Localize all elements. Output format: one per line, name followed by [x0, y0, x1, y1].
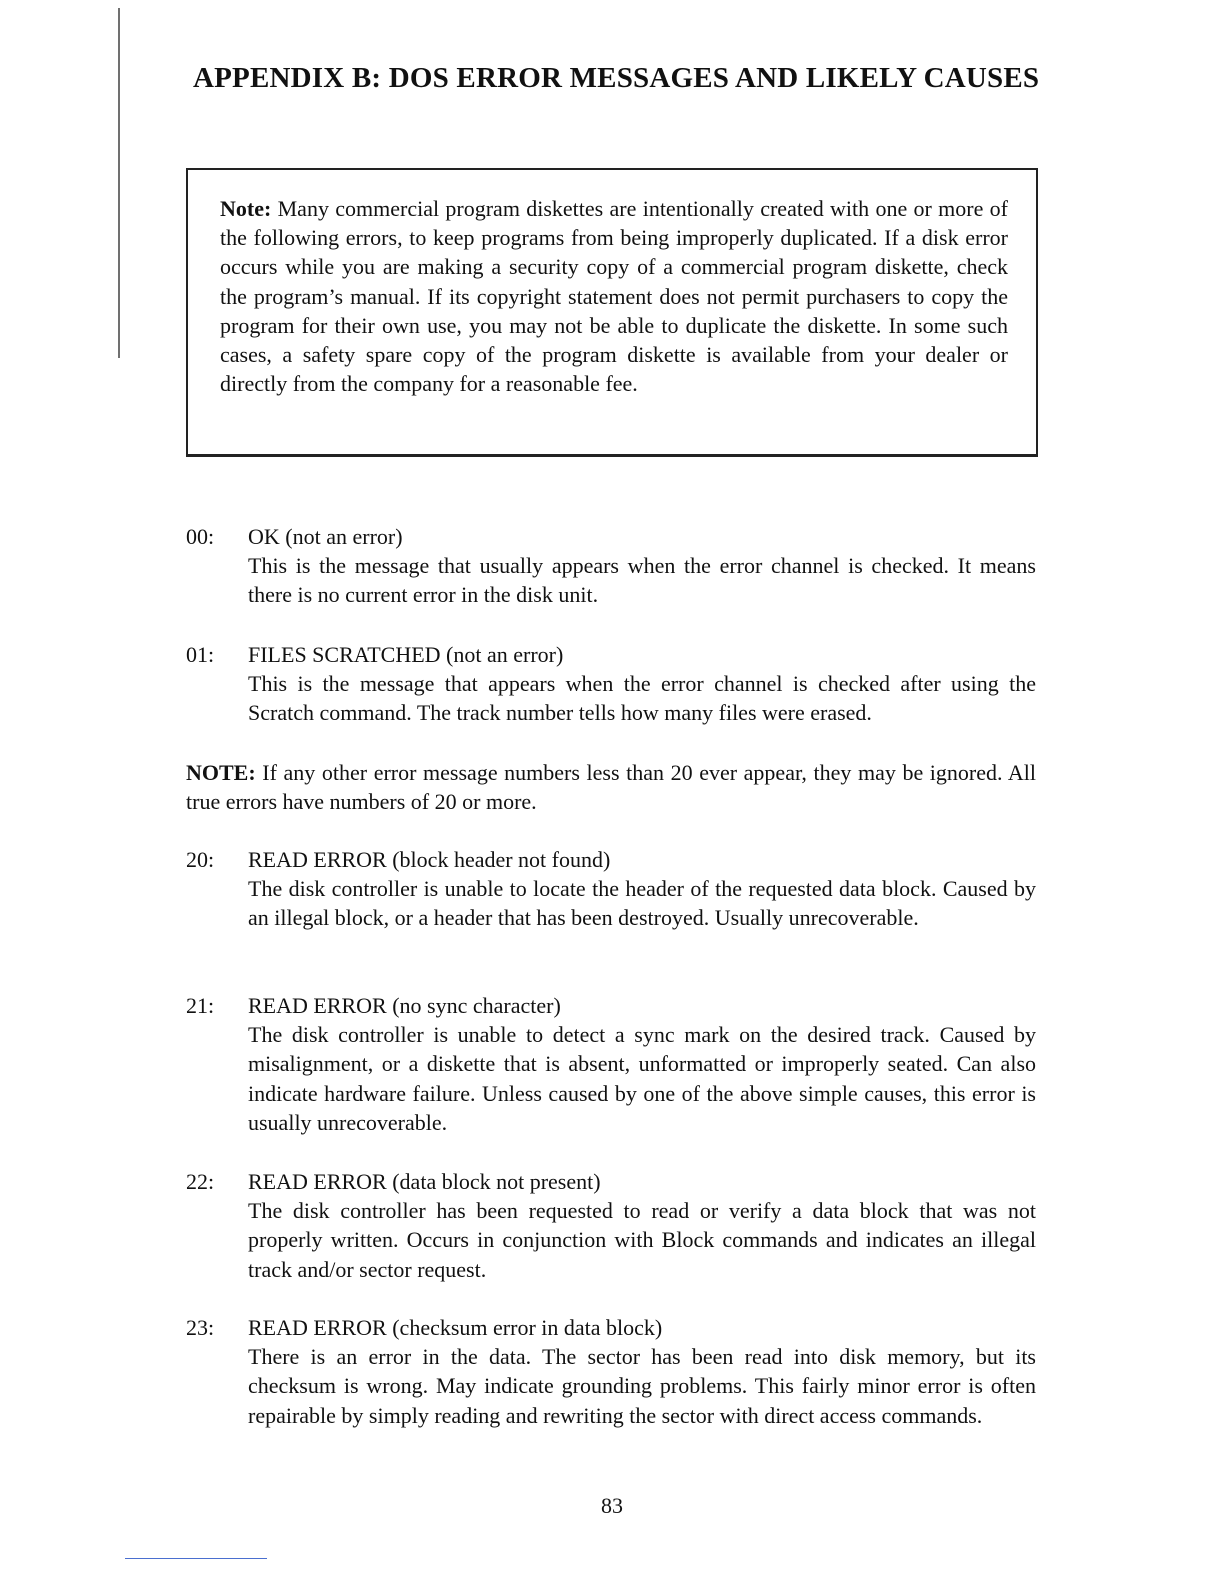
error-heading: OK (not an error) — [248, 524, 403, 549]
error-code: 23: — [186, 1315, 215, 1340]
error-description: The disk controller has been requested to read or verify a data block that was not properly written. Occurs in conjunction with Block commands and indicates an illegal track and/or sector request. — [248, 1198, 1036, 1282]
note-box-label: Note: — [220, 196, 272, 221]
error-description: The disk controller is unable to detect a sync mark on the desired track. Caused by misalignment, or a diskette that is absent, unformatted or improperly seated. Can also indicate hardware failure. Unless caused by one of the above simple causes, this error is usually unrecoverable. — [248, 1022, 1036, 1135]
error-heading: READ ERROR (block header not found) — [248, 847, 611, 872]
error-heading: FILES SCRATCHED (not an error) — [248, 642, 564, 667]
error-heading: READ ERROR (checksum error in data block) — [248, 1315, 663, 1340]
page-title: APPENDIX B: DOS ERROR MESSAGES AND LIKELY CAUSES — [193, 62, 1040, 94]
error-code: 20: — [186, 847, 215, 872]
error-code: 00: — [186, 524, 215, 549]
note-paragraph-text: If any other error message numbers less than 20 ever appear, they may be ignored. All true errors have numbers of 20 or more. — [186, 760, 1037, 815]
error-description: The disk controller is unable to locate the header of the requested data block. Caused by an illegal block, or a header that has been destroyed. Usually unrecoverable. — [248, 876, 1036, 931]
note-paragraph — [186, 758, 1036, 816]
note-box-text — [220, 194, 1008, 398]
error-code: 21: — [186, 993, 215, 1018]
error-code: 22: — [186, 1169, 215, 1194]
footer-rule — [125, 1558, 267, 1559]
error-description: This is the message that usually appears when the error channel is checked. It means there is no current error in the disk unit. — [248, 553, 1036, 608]
note-box — [186, 168, 1038, 457]
binding-edge-line — [118, 8, 120, 358]
error-code: 01: — [186, 642, 215, 667]
note-box-body: Many commercial program diskettes are intentionally created with one or more of the following errors, to keep programs from being improperly duplicated. If a disk error occurs while you are making a security copy of a commercial program diskette, check the program’s manual. If its copyright statement does not permit purchasers to copy the program for their own use, you may not be able to duplicate the diskette. In some such cases, a safety spare copy of the program diskette is available from your dealer or directly from the company for a reasonable fee. — [220, 196, 1009, 397]
error-heading: READ ERROR (data block not present) — [248, 1169, 601, 1194]
error-description: There is an error in the data. The sector has been read into disk memory, but its checksum is wrong. May indicate grounding problems. This fairly minor error is often repairable by simply reading and rewriting the sector with direct access commands. — [248, 1344, 1036, 1428]
error-description: This is the message that appears when the error channel is checked after using the Scratch command. The track number tells how many files were erased. — [248, 671, 1036, 726]
page-number: 83 — [601, 1493, 623, 1518]
note-paragraph-label: NOTE: — [186, 760, 256, 785]
error-heading: READ ERROR (no sync character) — [248, 993, 561, 1018]
